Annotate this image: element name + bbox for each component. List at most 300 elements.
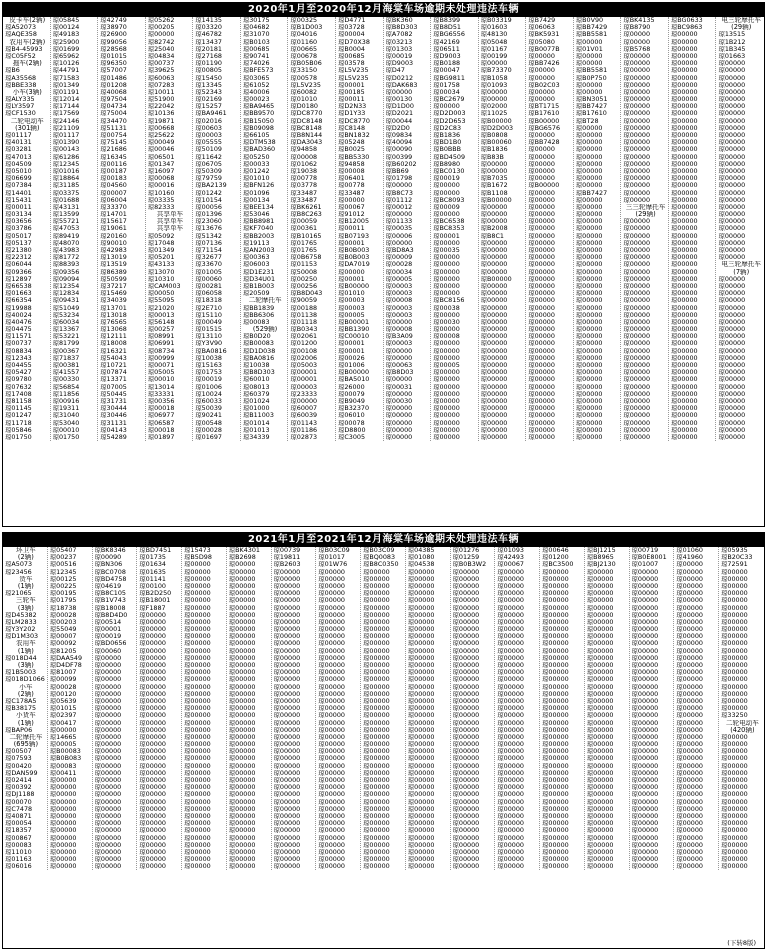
- plate-number: 琼19871: [147, 117, 175, 125]
- plate-number: 琼40068: [100, 88, 127, 96]
- plate-number: 琼BD4509: [433, 153, 466, 161]
- plate-number: 琼00000: [433, 390, 460, 398]
- plate-number: 琼55049: [49, 626, 77, 634]
- plate-number: 琼04538: [407, 561, 435, 569]
- plate-number: 琼00000: [318, 697, 345, 705]
- plate-number: 琼B83B: [480, 153, 504, 161]
- plate-number: 琼81799: [52, 340, 80, 348]
- plate-number: 琼00000: [318, 669, 345, 677]
- plate-number: 琼00000: [718, 354, 746, 362]
- plate-number: 琼00000: [407, 712, 435, 720]
- plate-number: 琼00000: [721, 669, 748, 677]
- plate-number: 琼00000: [670, 117, 698, 125]
- plate-number: 琼00000: [139, 848, 166, 856]
- plate-number: 琼00000: [676, 633, 703, 641]
- plate-number: 琼89419: [52, 232, 80, 240]
- plate-number: 琼00000: [433, 103, 460, 111]
- plate-number: 琼BK6261: [290, 203, 322, 211]
- plate-number: 琼00000: [670, 297, 698, 305]
- plate-number: 琼A35568: [5, 74, 37, 82]
- plate-number: 琼00000: [542, 633, 569, 641]
- plate-number: 琼00000: [718, 326, 746, 334]
- plate-number: 琼15110: [195, 311, 222, 319]
- plate-number: 琼00000: [452, 676, 480, 684]
- plate-number: 琼00000: [631, 676, 659, 684]
- plate-number: 琼04682: [242, 24, 270, 32]
- plate-number: 琼00000: [94, 791, 122, 799]
- plate-number: 琼00000: [631, 827, 659, 835]
- plate-number: 琼00000: [623, 247, 651, 254]
- plate-number: 琼09094: [52, 275, 80, 283]
- plate-column: [137, 547, 182, 870]
- plate-number: 琼B8965: [586, 554, 614, 562]
- plate-number: 琼00005: [385, 275, 413, 283]
- plate-number: 琼00000: [139, 640, 166, 648]
- plate-number: 琼00000: [676, 690, 703, 698]
- plate-number: 琼00000: [631, 705, 659, 713]
- plate-number: 琼00000: [407, 741, 435, 749]
- plate-number: 琼00000: [718, 211, 746, 219]
- plate-number: 琼00000: [676, 640, 703, 648]
- plate-number: 琼B0188: [433, 60, 461, 68]
- plate-number: 琼Y3Y202: [5, 626, 36, 634]
- plate-number: 琼B17610: [528, 110, 560, 118]
- plate-number: 琼00000: [676, 820, 703, 828]
- plate-number: 琼01795: [49, 597, 77, 605]
- plate-number: 琼00000: [228, 741, 256, 749]
- plate-number: 琼B0025: [337, 146, 365, 154]
- plate-number: 琼00000: [676, 669, 703, 677]
- plate-number: 琼00000: [676, 784, 703, 792]
- plate-number: 琼00000: [575, 88, 603, 96]
- plate-number: 琼00000: [676, 726, 703, 734]
- plate-number: 琼00000: [273, 604, 301, 612]
- plate-number: 琼00000: [407, 597, 435, 605]
- plate-number: 琼12111: [100, 333, 127, 341]
- plate-number: 琼00187: [100, 167, 127, 175]
- plate-number: 琼00000: [676, 848, 703, 856]
- plate-number: 琼00000: [676, 575, 703, 583]
- plate-number: 琼00000: [228, 748, 256, 756]
- plate-number: 琼41960: [676, 554, 703, 562]
- plate-number: 琼00250: [290, 275, 318, 283]
- plate-number: 琼00000: [528, 167, 555, 175]
- plate-number: 琼00000: [497, 640, 524, 648]
- section-2021: [2, 532, 765, 949]
- plate-number: 琼40476: [5, 318, 32, 326]
- plate-number: 琼00000: [670, 426, 698, 434]
- plate-number: 琼B00000: [528, 117, 560, 125]
- plate-number: 琼00000: [273, 633, 301, 641]
- plate-column: [182, 547, 227, 870]
- plate-number: 琼11571: [5, 333, 32, 341]
- category-label: 小车: [19, 683, 33, 691]
- plate-number: 琼00000: [49, 863, 77, 871]
- plate-number: 琼49183: [52, 31, 80, 39]
- plate-number: 琼01765: [290, 239, 318, 247]
- plate-number: 琼00000: [273, 712, 301, 720]
- plate-number: 琼01117: [5, 132, 32, 139]
- plate-number: 琼03335: [147, 196, 175, 204]
- plate-number: 琼00000: [407, 719, 435, 727]
- plate-number: 琼B8N144: [290, 132, 323, 139]
- plate-number: 琼00000: [497, 604, 524, 612]
- plate-number: 琼00000: [318, 820, 345, 828]
- plate-number: 琼00000: [363, 769, 390, 777]
- plate-number: 琼00010: [52, 426, 80, 434]
- plate-number: 琼B00000: [528, 182, 560, 190]
- plate-number: 琼00000: [184, 856, 211, 864]
- plate-number: 琼50445: [100, 390, 127, 398]
- plate-number: 琼BAD360: [242, 146, 276, 154]
- plate-number: 琼00000: [542, 777, 569, 784]
- plate-number: 琼00000: [718, 433, 746, 441]
- plate-number: 琼07874: [100, 369, 127, 377]
- plate-number: 琼00000: [184, 683, 211, 691]
- plate-number: 琼07005: [100, 383, 127, 391]
- plate-number: 琼D47: [385, 67, 405, 75]
- plate-number: 琼00000: [575, 419, 603, 427]
- plate-number: 琼00000: [452, 611, 480, 619]
- plate-number: 琼00000: [718, 376, 746, 384]
- plate-number: 琼10160: [147, 189, 175, 197]
- plate-number: 琼00000: [273, 568, 301, 576]
- plate-number: 琼33250: [721, 712, 748, 720]
- plate-number: 琼00000: [721, 827, 748, 835]
- plate-number: 琼00000: [631, 791, 659, 799]
- plate-number: 琼00000: [718, 203, 746, 211]
- plate-number: 琼31731: [100, 397, 127, 405]
- plate-number: 琼00000: [623, 297, 651, 305]
- plate-number: 琼00000: [575, 182, 603, 190]
- plate-number: 琼00646: [542, 547, 569, 554]
- plate-number: 琼54043: [100, 354, 127, 362]
- plate-number: 琼07283: [147, 81, 175, 89]
- plate-number: 琼00000: [318, 733, 345, 741]
- plate-number: 琼BC0130: [433, 167, 465, 175]
- plate-number: 琼00000: [363, 633, 390, 641]
- plate-number: 琼BT1715: [528, 103, 560, 111]
- plate-number: 琼00000: [670, 103, 698, 111]
- plate-number: 琼00000: [452, 769, 480, 777]
- plate-number: 琼00000: [407, 848, 435, 856]
- plate-number: 琼00000: [407, 805, 435, 813]
- plate-number: 琼00008: [385, 297, 413, 305]
- plate-number: 琼BB7427: [575, 103, 608, 111]
- category-label: 农用车(2辆): [9, 38, 46, 46]
- plate-number: 琼00019: [94, 633, 122, 641]
- plate-number: 琼01010: [337, 290, 365, 298]
- plate-number: 琼30446: [100, 412, 127, 420]
- plate-number: 琼00003: [385, 282, 413, 290]
- plate-number: 琼08991: [147, 333, 175, 341]
- plate-number: 琼13437: [195, 38, 222, 46]
- plate-number: 琼00000: [184, 647, 211, 655]
- plate-number: 琼00007: [49, 633, 77, 641]
- plate-number: 琼00000: [139, 863, 166, 871]
- continued-note: (下转8版): [727, 939, 756, 947]
- plate-number: 琼05639: [49, 697, 77, 705]
- plate-grid-2020: [3, 17, 764, 441]
- plate-number: 琼00000: [623, 390, 651, 398]
- plate-number: 琼00060: [195, 275, 222, 283]
- plate-number: 琼00000: [184, 626, 211, 634]
- plate-column: [227, 547, 272, 870]
- plate-number: 琼00000: [575, 282, 603, 290]
- plate-number: 琼BB1390: [337, 326, 370, 334]
- plate-number: 琼00000: [676, 791, 703, 799]
- plate-number: 琼D0180: [290, 103, 318, 111]
- plate-number: 琼01093: [497, 547, 524, 554]
- plate-number: 琼00009: [385, 254, 413, 262]
- plate-number: 琼00999: [147, 354, 175, 362]
- plate-number: 琼B8D043: [290, 290, 323, 298]
- plate-number: 琼00000: [542, 618, 569, 626]
- plate-number: 琼01897: [147, 433, 175, 441]
- plate-number: 琼01V01: [575, 45, 603, 53]
- plate-number: 琼12897: [5, 275, 32, 283]
- plate-number: 琼00000: [184, 618, 211, 626]
- plate-number: 琼00001: [290, 376, 318, 384]
- plate-number: 琼00000: [721, 784, 748, 792]
- plate-number: 琼00000: [528, 419, 555, 427]
- plate-number: 琼B0E8001: [631, 554, 667, 562]
- plate-number: 琼00000: [497, 654, 524, 662]
- plate-number: 琼13367: [52, 326, 80, 334]
- plate-column: [479, 17, 527, 441]
- plate-number: 琼15450: [195, 74, 222, 82]
- plate-number: 琼B00000: [480, 196, 512, 204]
- plate-number: 琼00000: [586, 741, 614, 749]
- plate-number: 琼D34U01: [242, 275, 276, 283]
- plate-number: 琼13014: [147, 383, 175, 391]
- plate-number: 琼10038: [195, 354, 222, 362]
- plate-number: 琼01062: [290, 160, 318, 168]
- plate-number: 琼BD8A3: [385, 247, 414, 254]
- plate-number: 琼00000: [407, 812, 435, 820]
- plate-number: 琼18357: [5, 827, 32, 835]
- plate-number: 琼00000: [49, 834, 77, 842]
- plate-number: 琼00000: [433, 326, 460, 334]
- plate-number: 琼B4-45993: [5, 45, 43, 53]
- plate-number: 琼00000: [497, 575, 524, 583]
- plate-number: 琼50599: [100, 275, 127, 283]
- plate-number: 琼00000: [184, 690, 211, 698]
- plate-number: 琼B1B003: [242, 282, 275, 290]
- plate-number: 琼00000: [273, 791, 301, 799]
- plate-number: 琼10154: [195, 196, 222, 204]
- plate-number: 琼00000: [184, 762, 211, 770]
- plate-number: 琼00000: [385, 405, 413, 413]
- plate-number: 琼00000: [139, 755, 166, 763]
- plate-number: 琼AN2003: [242, 247, 275, 254]
- plate-number: 琼B00001: [337, 318, 370, 326]
- plate-number: 琼00000: [49, 798, 77, 806]
- plate-number: 琼04734: [100, 103, 127, 111]
- plate-number: 琼00000: [586, 654, 614, 662]
- plate-number: 琼03320: [195, 24, 222, 32]
- plate-number: 琼B0B003: [337, 254, 370, 262]
- plate-number: 琼00000: [228, 604, 256, 612]
- plate-number: 琼00000: [542, 712, 569, 720]
- plate-number: 琼00678: [290, 52, 318, 60]
- plate-number: 琼00000: [318, 654, 345, 662]
- plate-number: 琼09780: [5, 376, 32, 384]
- plate-number: 琼00000: [318, 741, 345, 749]
- plate-number: 琼00000: [273, 647, 301, 655]
- plate-number: 琼00000: [497, 582, 524, 590]
- plate-number: 琼00000: [670, 282, 698, 290]
- plate-number: 琼00000: [575, 275, 603, 283]
- plate-number: 琼00000: [139, 683, 166, 691]
- plate-number: 琼01735: [139, 554, 166, 562]
- plate-number: 琼00685: [337, 52, 365, 60]
- plate-number: 琼16321: [100, 347, 127, 355]
- plate-number: 琼00000: [528, 275, 555, 283]
- plate-number: 琼B2603: [273, 561, 301, 569]
- plate-number: 琼00000: [363, 719, 390, 727]
- plate-number: 琼00000: [676, 647, 703, 655]
- plate-number: 琼01160: [290, 38, 318, 46]
- plate-number: 琼05845: [52, 17, 80, 24]
- plate-number: 琼00000: [433, 254, 460, 262]
- plate-number: 琼BB2003: [242, 232, 275, 240]
- plate-number: 琼11025: [480, 110, 508, 118]
- plate-number: 琼00000: [94, 812, 122, 820]
- plate-number: 琼00000: [670, 88, 698, 96]
- plate-number: 琼00000: [184, 590, 211, 598]
- plate-number: 琼00046: [147, 146, 175, 154]
- plate-number: 琼00000: [184, 791, 211, 799]
- plate-number: 琼00000: [631, 748, 659, 756]
- plate-number: 琼00019: [433, 175, 460, 183]
- plate-number: 琼00000: [670, 52, 698, 60]
- plate-number: 琼07136: [195, 239, 222, 247]
- plate-number: 琼00000: [318, 798, 345, 806]
- plate-number: 琼31040: [52, 412, 80, 420]
- plate-number: 琼06587: [147, 419, 175, 427]
- plate-number: 琼00000: [94, 669, 122, 677]
- plate-number: 琼00125: [49, 575, 77, 583]
- plate-number: 琼00000: [631, 618, 659, 626]
- plate-number: 琼00000: [542, 582, 569, 590]
- plate-number: 琼00000: [139, 611, 166, 619]
- plate-number: 琼00000: [631, 662, 659, 669]
- plate-number: 琼00000: [407, 640, 435, 648]
- plate-number: 琼21686: [100, 146, 127, 154]
- plate-number: 琼00000: [718, 132, 746, 139]
- plate-number: 琼00000: [575, 405, 603, 413]
- plate-number: 琼00000: [670, 196, 698, 204]
- plate-number: 琼00000: [318, 748, 345, 756]
- plate-number: 琼00000: [586, 697, 614, 705]
- plate-number: 琼B9049: [337, 397, 365, 405]
- plate-number: 琼06977: [147, 412, 175, 420]
- plate-number: 琼00000: [433, 369, 460, 377]
- plate-number: 琼00000: [407, 762, 435, 770]
- plate-number: 琼00000: [407, 841, 435, 849]
- plate-number: 琼00000: [676, 618, 703, 626]
- plate-number: 琼D1D00: [385, 103, 414, 111]
- plate-number: 琼00000: [575, 232, 603, 240]
- plate-number: 琼19988: [5, 304, 32, 312]
- plate-number: 琼00000: [670, 124, 698, 132]
- plate-number: 琼00739: [273, 547, 301, 554]
- plate-number: 琼BD0656: [94, 640, 127, 648]
- plate-number: 琼51900: [147, 96, 175, 104]
- plate-number: 琼00000: [433, 182, 460, 190]
- plate-number: 琼00056: [195, 203, 222, 211]
- plate-number: 琼1B212: [718, 38, 746, 46]
- plate-number: 琼00000: [575, 304, 603, 312]
- plate-number: 琼BC8148: [290, 124, 322, 132]
- plate-number: 琼00000: [139, 791, 166, 799]
- plate-number: 琼00000: [273, 719, 301, 727]
- category-label: 货车: [19, 575, 33, 583]
- plate-number: 琼BK4135: [623, 17, 655, 24]
- plate-number: 琼BB8981: [242, 218, 275, 226]
- plate-number: 琼31185: [52, 182, 80, 190]
- plate-number: 琼33150: [290, 67, 318, 75]
- plate-number: 琼00000: [670, 153, 698, 161]
- plate-number: 琼00000: [528, 175, 555, 183]
- plate-column: [193, 17, 241, 441]
- plate-number: 琼00000: [497, 820, 524, 828]
- plate-number: 琼00000: [575, 268, 603, 276]
- plate-number: 琼00000: [575, 383, 603, 391]
- plate-number: 琼00000: [586, 633, 614, 641]
- plate-number: 琼D4771: [337, 17, 366, 24]
- plate-number: 琼00000: [542, 690, 569, 698]
- plate-number: 琼00000: [228, 683, 256, 691]
- plate-number: 琼DA3043: [290, 139, 323, 147]
- plate-number: 琼00000: [480, 354, 508, 362]
- category-label: (29辆): [635, 211, 656, 219]
- plate-number: 琼00000: [480, 60, 508, 68]
- plate-number: 琼00134: [242, 196, 270, 204]
- plate-number: 琼00000: [721, 575, 748, 583]
- plate-number: 琼00000: [228, 777, 256, 784]
- plate-number: 琼00000: [542, 762, 569, 770]
- plate-number: 琼00000: [631, 647, 659, 655]
- plate-number: 琼56854: [52, 383, 80, 391]
- plate-number: 琼00000: [670, 290, 698, 298]
- plate-number: 琼00013: [147, 311, 175, 319]
- plate-number: 琼00000: [631, 719, 659, 727]
- plate-number: 琼B8980: [433, 160, 461, 168]
- plate-number: 琼00000: [480, 390, 508, 398]
- plate-number: 琼33487: [290, 189, 318, 197]
- plate-number: 琼01247: [5, 412, 32, 420]
- plate-number: 琼D1E231: [242, 268, 275, 276]
- plate-number: 琼00411: [49, 769, 77, 777]
- plate-number: 琼01017: [318, 554, 345, 562]
- plate-number: 琼00000: [721, 633, 748, 641]
- plate-number: 琼00000: [228, 597, 256, 605]
- plate-number: 琼00000: [721, 762, 748, 770]
- plate-number: 琼00000: [721, 647, 748, 655]
- plate-number: 琼00000: [718, 117, 746, 125]
- plate-number: 琼00000: [623, 182, 651, 190]
- plate-number: 琼00361: [290, 225, 318, 233]
- plate-number: 琼20160: [100, 232, 127, 240]
- plate-number: 琼00000: [497, 568, 524, 576]
- plate-number: 琼ALY335: [5, 96, 35, 104]
- plate-number: 琼10136: [147, 110, 175, 118]
- plate-number: 琼00000: [542, 769, 569, 777]
- section-title-2020: 2020年1月至2020年12月海棠车场逾期未处理违法车辆: [3, 3, 764, 17]
- plate-number: 琼00000: [721, 798, 748, 806]
